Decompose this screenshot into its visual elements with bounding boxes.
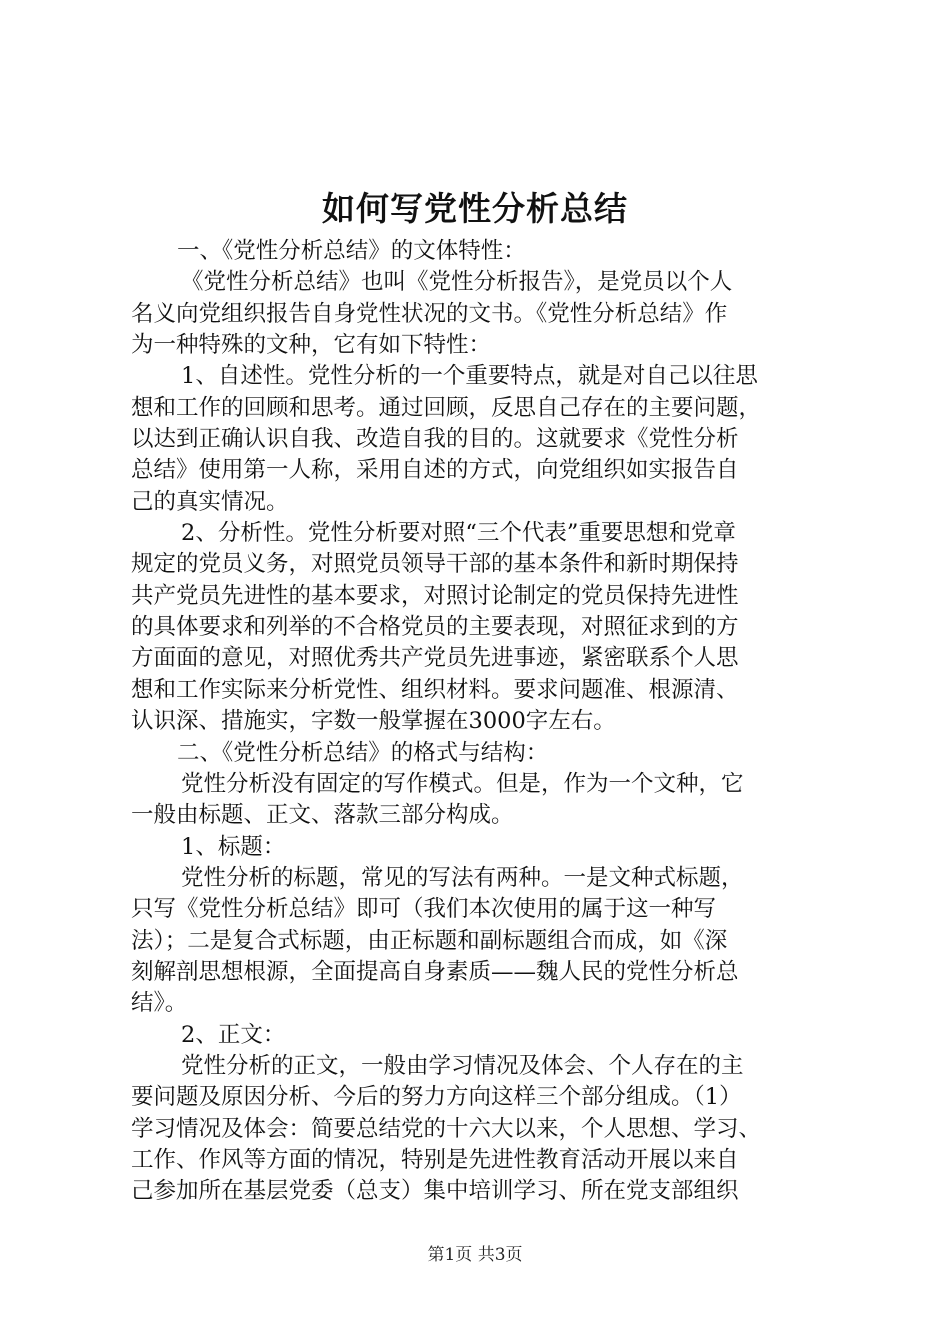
paragraph-line: 学习情况及体会：简要总结党的十六大以来，个人思想、学习、	[131, 1115, 762, 1142]
paragraph-line: 一般由标题、正文、落款三部分构成。	[131, 802, 514, 829]
paragraph-line: 党性分析的标题，常见的写法有两种。一是文种式标题，	[181, 864, 744, 891]
page-number-footer: 第1页 共3页	[427, 1245, 523, 1265]
paragraph-line: 《党性分析总结》也叫《党性分析报告》，是党员以个人	[181, 269, 733, 296]
paragraph-line: 党性分析没有固定的写作模式。但是，作为一个文种，它	[181, 770, 744, 797]
paragraph-line: 工作、作风等方面的情况，特别是先进性教育活动开展以来自	[131, 1146, 739, 1173]
subsection-heading: 1、标题：	[181, 833, 286, 860]
section-heading: 二、《党性分析总结》的格式与结构：	[177, 739, 549, 766]
document-title: 如何写党性分析总结	[322, 189, 628, 228]
paragraph-line: 刻解剖思想根源，全面提高自身素质——魏人民的党性分析总	[131, 958, 739, 985]
section-heading: 一、《党性分析总结》的文体特性：	[177, 238, 526, 264]
paragraph-line: 要问题及原因分析、今后的努力方向这样三个部分组成。（1）	[131, 1084, 742, 1111]
paragraph-line: 为一种特殊的文种，它有如下特性：	[131, 332, 492, 359]
paragraph-line: 1、自述性。党性分析的一个重要特点，就是对自己以往思	[181, 363, 758, 390]
paragraph-line: 共产党员先进性的基本要求，对照讨论制定的党员保持先进性	[131, 582, 739, 609]
paragraph-line: 名义向党组织报告自身党性状况的文书。《党性分析总结》作	[131, 300, 728, 327]
paragraph-line: 的具体要求和列举的不合格党员的主要表现，对照征求到的方	[131, 614, 739, 641]
paragraph-line: 法）；二是复合式标题，由正标题和副标题组合而成，如《深	[131, 927, 728, 954]
paragraph-line: 方面面的意见，对照优秀共产党员先进事迹，紧密联系个人思	[131, 645, 739, 672]
paragraph-line: 想和工作的回顾和思考。通过回顾，反思自己存在的主要问题，	[131, 394, 762, 421]
paragraph-line: 己参加所在基层党委（总支）集中培训学习、所在党支部组织	[131, 1178, 739, 1205]
paragraph-line: 只写《党性分析总结》即可（我们本次使用的属于这一种写	[131, 896, 717, 923]
paragraph-line: 总结》使用第一人称，采用自述的方式，向党组织如实报告自	[131, 457, 739, 484]
paragraph-line: 结》。	[131, 990, 188, 1017]
paragraph-line: 以达到正确认识自我、改造自我的目的。这就要求《党性分析	[131, 426, 739, 453]
paragraph-line: 2、分析性。党性分析要对照“三个代表”重要思想和党章	[181, 520, 736, 547]
paragraph-line: 规定的党员义务，对照党员领导干部的基本条件和新时期保持	[131, 551, 739, 578]
paragraph-line: 党性分析的正文，一般由学习情况及体会、个人存在的主	[181, 1052, 744, 1079]
subsection-heading: 2、正文：	[181, 1021, 286, 1048]
paragraph-line: 认识深、措施实，字数一般掌握在3000字左右。	[131, 708, 616, 735]
paragraph-line: 己的真实情况。	[131, 488, 289, 515]
paragraph-line: 想和工作实际来分析党性、组织材料。要求问题准、根源清、	[131, 676, 739, 703]
document-body	[131, 236, 831, 1208]
